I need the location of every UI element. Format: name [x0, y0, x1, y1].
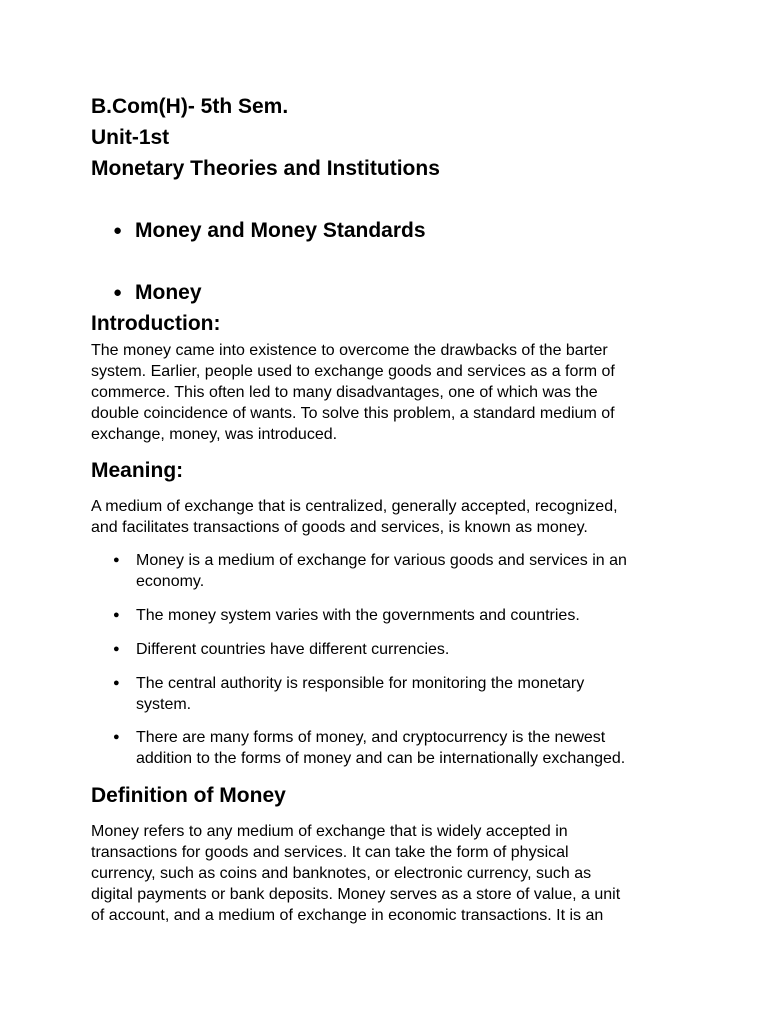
- paragraph-line: exchange, money, was introduced.: [91, 426, 338, 443]
- paragraph-line: and facilitates transactions of goods and services, is known as money.: [91, 519, 588, 536]
- bullet-icon: ●: [113, 609, 120, 621]
- paragraph-line: double coincidence of wants. To solve this problem, a standard medium of: [91, 405, 615, 422]
- paragraph-line: digital payments or bank deposits. Money serves as a store of value, a unit: [91, 886, 621, 903]
- bullet-icon: ●: [113, 284, 123, 301]
- introduction-paragraph: [91, 340, 681, 445]
- definition-paragraph: [91, 821, 681, 926]
- unit-title: Unit-1st: [91, 126, 170, 149]
- paragraph-line: commerce. This often led to many disadvantages, one of which was the: [91, 384, 598, 401]
- paragraph-line: Money refers to any medium of exchange that is widely accepted in: [91, 823, 568, 840]
- meaning-bullet: [113, 550, 683, 592]
- meaning-bullet: [113, 605, 683, 626]
- meaning-bullet: [113, 639, 683, 660]
- meaning-bullet: [113, 673, 683, 715]
- paragraph-line: system. Earlier, people used to exchange goods and services as a form of: [91, 363, 615, 380]
- bullet-icon: ●: [113, 554, 120, 566]
- topic-bullet-money: [113, 281, 202, 305]
- bullet-line: The central authority is responsible for monitoring the monetary: [136, 675, 585, 692]
- bullet-line: system.: [136, 696, 192, 713]
- paragraph-line: A medium of exchange that is centralized, generally accepted, recognized,: [91, 498, 618, 515]
- bullet-icon: ●: [113, 643, 120, 655]
- meaning-heading: Meaning:: [91, 459, 184, 482]
- bullet-line: Money is a medium of exchange for various goods and services in an: [136, 552, 627, 569]
- bullet-icon: ●: [113, 677, 120, 689]
- bullet-line: addition to the forms of money and can be internationally exchanged.: [136, 750, 626, 767]
- meaning-paragraph: [91, 496, 681, 538]
- paragraph-line: The money came into existence to overcome the drawbacks of the barter: [91, 342, 608, 359]
- bullet-line: The money system varies with the governments and countries.: [136, 607, 580, 624]
- paragraph-line: transactions for goods and services. It can take the form of physical: [91, 844, 569, 861]
- paragraph-line: currency, such as coins and banknotes, or electronic currency, such as: [91, 865, 592, 882]
- bullet-line: economy.: [136, 573, 205, 590]
- meaning-bullet: [113, 727, 683, 769]
- topic-label: Money and Money Standards: [135, 219, 426, 242]
- bullet-icon: ●: [113, 222, 123, 239]
- paragraph-line: of account, and a medium of exchange in economic transactions. It is an: [91, 907, 604, 924]
- bullet-icon: ●: [113, 731, 120, 743]
- course-title: B.Com(H)- 5th Sem.: [91, 95, 289, 118]
- introduction-heading: Introduction:: [91, 312, 221, 335]
- bullet-line: Different countries have different currencies.: [136, 641, 450, 658]
- bullet-line: There are many forms of money, and cryptocurrency is the newest: [136, 729, 606, 746]
- topic-bullet-money-standards: [113, 219, 426, 243]
- definition-heading: Definition of Money: [91, 784, 286, 807]
- topic-label: Money: [135, 281, 202, 304]
- subject-title: Monetary Theories and Institutions: [91, 157, 440, 180]
